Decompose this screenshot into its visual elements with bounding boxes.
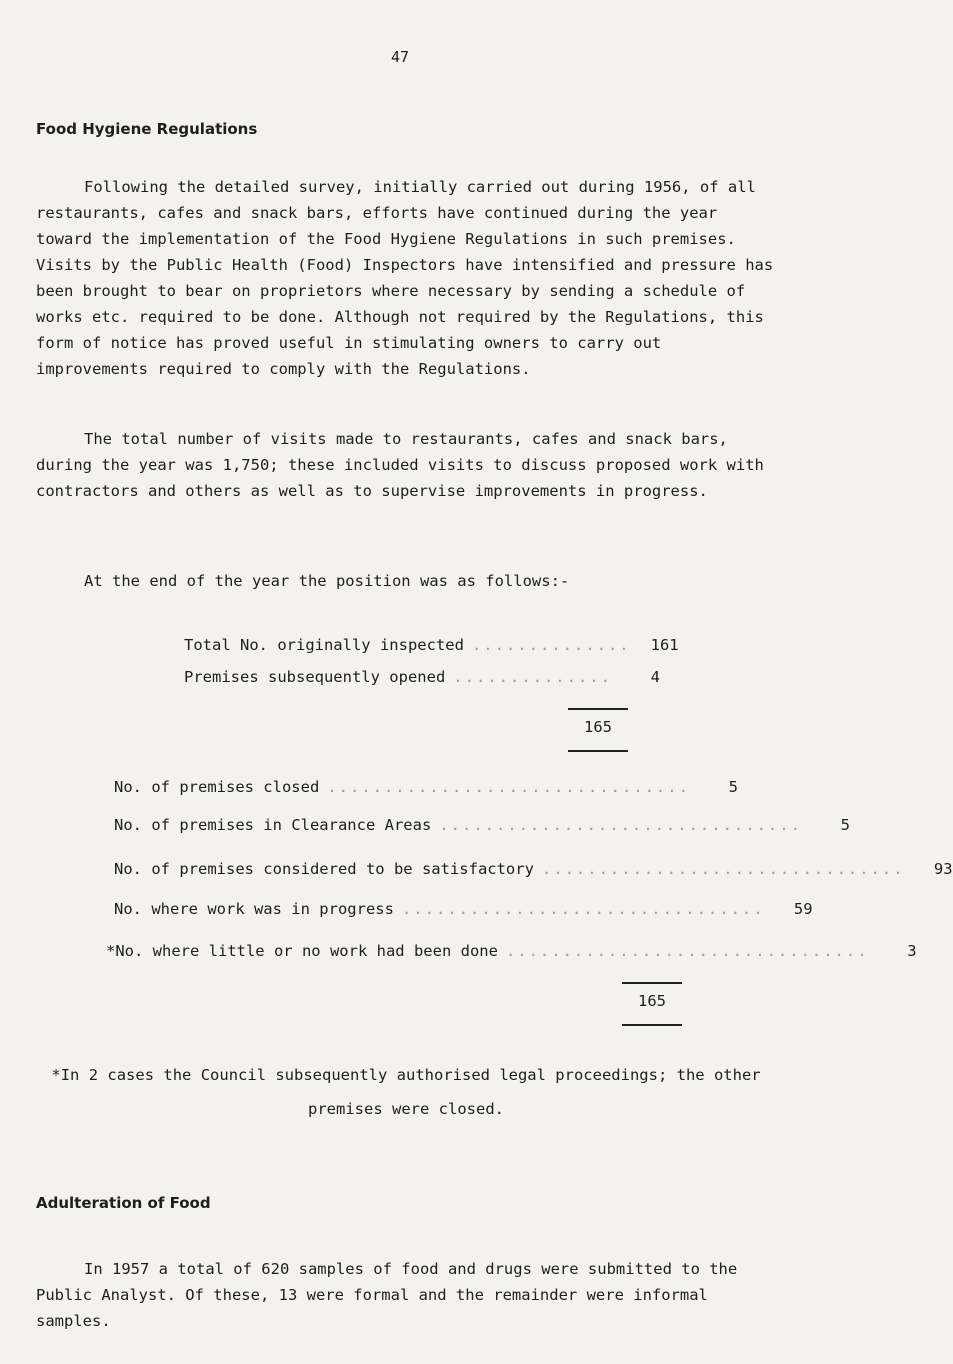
status-row-progress xyxy=(114,900,813,918)
inspected-value: 161 xyxy=(650,636,679,654)
section-heading-adulteration: Adulteration of Food xyxy=(36,1194,211,1212)
status-label: No. of premises considered to be satisfactory xyxy=(114,860,534,878)
leader-dots: .............. xyxy=(471,636,631,654)
status-row-clearance xyxy=(114,816,850,834)
status-value: 59 xyxy=(793,900,813,918)
leader-dots: ................................ xyxy=(327,778,690,796)
opened-label: Premises subsequently opened xyxy=(184,668,446,686)
status-row-closed xyxy=(114,778,738,796)
status-value: 5 xyxy=(728,778,738,796)
status-label: *No. where little or no work had been done xyxy=(106,942,498,960)
leader-dots: ................................ xyxy=(439,816,802,834)
page-number: 47 xyxy=(390,48,410,66)
opened-row xyxy=(184,668,660,686)
paragraph-survey: Following the detailed survey, initially carried out during 1956, of all restaurants, cafes and snack bars, efforts have continued during the year toward the implementation of the Food Hygiene Regulations in such premises. Visits by the Public Health (Food) Inspectors have intensified and pressure has been brought to bear on proprietors where necessary by sending a schedule of works etc. required to be done. Although not required by the Regulations, this form of notice has proved useful in stimulating owners to carry out improvements required to comply with the Regulations. xyxy=(36,178,774,378)
rule-line xyxy=(568,750,628,752)
status-total: 165 xyxy=(638,992,666,1010)
paragraph-samples: In 1957 a total of 620 samples of food and drugs were submitted to the Public Analyst. Of these, 13 were formal and the remainder were informal samples. xyxy=(36,1260,738,1330)
rule-line xyxy=(622,1024,682,1026)
inspected-row xyxy=(184,636,679,654)
status-row-little-work xyxy=(106,942,917,960)
status-value: 93 xyxy=(933,860,953,878)
status-value: 3 xyxy=(907,942,917,960)
inspected-label: Total No. originally inspected xyxy=(184,636,464,654)
rule-line xyxy=(622,982,682,984)
status-row-satisfactory xyxy=(114,860,953,878)
footnote: *In 2 cases the Council subsequently authorised legal proceedings; the other premises were closed. xyxy=(51,1066,761,1118)
leader-dots: ................................ xyxy=(505,942,869,960)
section-heading-food-hygiene: Food Hygiene Regulations xyxy=(36,120,258,138)
paragraph-position: At the end of the year the position was as follows:- xyxy=(84,572,570,590)
rule-line xyxy=(568,708,628,710)
status-label: No. of premises closed xyxy=(114,778,320,796)
status-value: 5 xyxy=(840,816,850,834)
paragraph-visits: The total number of visits made to restaurants, cafes and snack bars, during the year was 1,750; these included visits to discuss proposed work with contractors and others as well as to supervise improvements in progress. xyxy=(36,430,764,500)
status-label: No. where work was in progress xyxy=(114,900,394,918)
leader-dots: ................................ xyxy=(541,860,905,878)
leader-dots: ................................ xyxy=(401,900,765,918)
inspected-total: 165 xyxy=(584,718,612,736)
status-label: No. of premises in Clearance Areas xyxy=(114,816,432,834)
leader-dots: .............. xyxy=(453,668,612,686)
opened-value: 4 xyxy=(650,668,660,686)
